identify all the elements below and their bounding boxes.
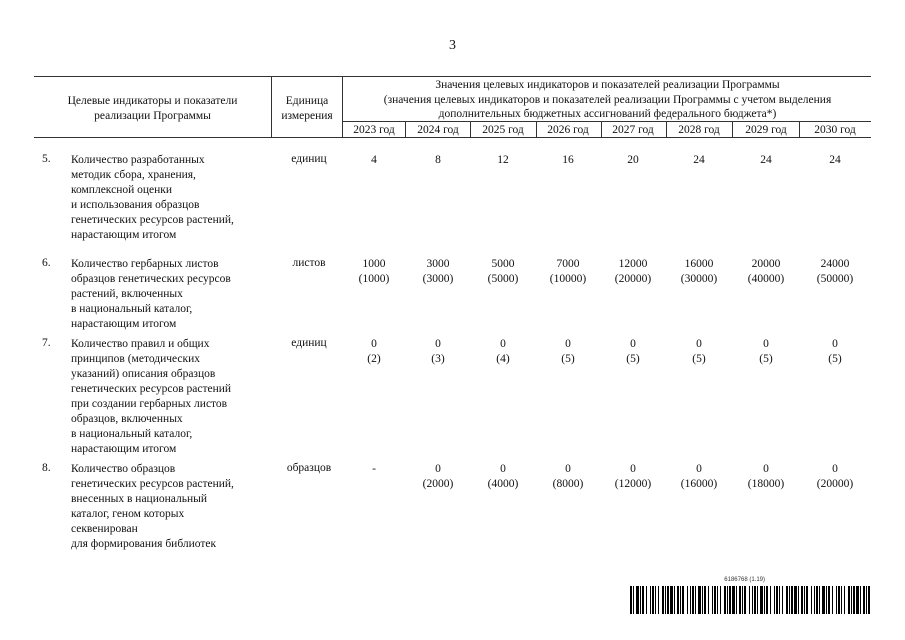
row-name-line: образцов, включенных [71,413,183,425]
year-header: 2029 год [745,124,787,136]
additional-value: (5) [626,353,640,365]
header-bottom-rule [34,137,871,138]
row-unit: листов [292,257,326,269]
row-name-line: секвенирован [71,523,138,535]
additional-value: (40000) [747,273,785,285]
value-cell [600,462,666,492]
row-unit: единиц [291,337,327,349]
row-name-line: генетических ресурсов растений, [71,214,234,226]
target-value: 0 [435,463,441,475]
target-value: - [372,463,376,475]
target-value: 1000 [362,258,386,270]
value-cell [341,337,407,367]
row-name-line: Количество правил и общих [71,338,210,350]
row-name-line: генетических ресурсов растений [71,383,232,395]
additional-value: (2000) [422,478,454,490]
page-number: 3 [449,38,456,53]
additional-value: (1000) [358,273,390,285]
row-unit: единиц [291,153,327,165]
additional-value: (5000) [487,273,519,285]
row-name-line: нарастающим итогом [71,229,177,241]
target-value: 0 [500,463,506,475]
value-cell [470,462,536,492]
additional-value: (4000) [487,478,519,490]
value-cell [470,337,536,367]
additional-value: (2) [367,353,381,365]
row-indicator-name [71,153,271,243]
row-indicator-name [71,462,271,552]
row-number: 5. [42,153,51,165]
value-cell [733,153,799,168]
value-cell [802,257,868,287]
target-value: 0 [696,463,702,475]
row-number: 6. [42,257,51,269]
row-name-line: Количество гербарных листов [71,258,219,270]
value-cell [470,257,536,287]
additional-value: (3) [431,353,445,365]
year-header: 2027 год [612,124,654,136]
year-header: 2024 год [417,124,459,136]
target-value: 0 [832,463,838,475]
value-cell [666,337,732,367]
additional-value: (20000) [614,273,652,285]
additional-value: (5) [828,353,842,365]
row-name-line: внесенных в национальный [71,493,207,505]
value-cell [405,153,471,168]
target-value: 20 [627,154,639,166]
header-values-line3: дополнительных бюджетных ассигнований федерального бюджета*) [438,108,777,120]
header-values-line2: (значения целевых индикаторов и показателей реализации Программы с учетом выделения [383,94,832,106]
row-name-line: комплексной оценки [71,184,173,196]
row-number: 7. [42,337,51,349]
value-cell [802,153,868,168]
additional-value: (8000) [552,478,584,490]
row-name-line: растений, включенных [71,288,183,300]
target-value: 0 [832,338,838,350]
row-name-line: и использования образцов [71,199,200,211]
barcode [630,586,870,614]
target-value: 0 [500,338,506,350]
row-number: 8. [42,462,51,474]
header-indicator: Целевые индикаторы и показатели реализации Программы [67,95,238,122]
value-cell [341,257,407,287]
value-cell [470,153,536,168]
target-value: 0 [763,338,769,350]
additional-value: (4) [496,353,510,365]
row-name-line: для формирования библиотек [71,538,217,550]
additional-value: (3000) [422,273,454,285]
target-value: 12 [497,154,509,166]
additional-value: (18000) [747,478,785,490]
value-cell [341,462,407,477]
year-header: 2023 год [353,124,395,136]
value-cell [600,337,666,367]
value-cell [733,462,799,492]
document-id: 6186768 (1.19) [724,577,765,583]
row-name-line: в национальный каталог, [71,428,193,440]
row-name-line: указаний) описания образцов [71,368,216,380]
target-value: 24 [760,154,772,166]
row-name-line: нарастающим итогом [71,443,177,455]
target-value: 16 [562,154,574,166]
target-value: 4 [371,154,377,166]
additional-value: (16000) [680,478,718,490]
additional-value: (10000) [549,273,587,285]
target-value: 0 [630,338,636,350]
row-name-line: генетических ресурсов растений, [71,478,234,490]
value-cell [802,337,868,367]
target-value: 0 [565,463,571,475]
value-cell [535,153,601,168]
value-cell [666,153,732,168]
value-cell [733,337,799,367]
value-cell [802,462,868,492]
row-indicator-name [71,337,271,457]
row-name-line: методик сбора, хранения, [71,169,196,181]
additional-value: (5) [692,353,706,365]
row-name-line: Количество разработанных [71,154,205,166]
header-unit: Единица измерения [281,95,333,122]
row-name-line: нарастающим итогом [71,318,177,330]
target-value: 3000 [426,258,450,270]
target-value: 24 [693,154,705,166]
target-value: 0 [435,338,441,350]
target-value: 24000 [820,258,850,270]
additional-value: (50000) [816,273,854,285]
row-name-line: в национальный каталог, [71,303,193,315]
target-value: 16000 [684,258,714,270]
row-name-line: каталог, геном которых [71,508,185,520]
target-value: 12000 [618,258,648,270]
target-value: 0 [696,338,702,350]
additional-value: (20000) [816,478,854,490]
additional-value: (30000) [680,273,718,285]
value-cell [535,257,601,287]
additional-value: (12000) [614,478,652,490]
target-value: 0 [371,338,377,350]
value-cell [666,462,732,492]
target-value: 24 [829,154,841,166]
year-header: 2025 год [482,124,524,136]
additional-value: (5) [759,353,773,365]
row-name-line: принципов (методических [71,353,201,365]
row-unit: образцов [286,462,332,474]
year-header: 2030 год [814,124,856,136]
year-divider [799,121,800,137]
header-values-line1: Значения целевых индикаторов и показателей реализации Программы [435,79,780,91]
value-cell [535,337,601,367]
value-cell [405,337,471,367]
target-value: 20000 [751,258,781,270]
value-cell [733,257,799,287]
value-cell [405,462,471,492]
row-name-line: при создании гербарных листов [71,398,228,410]
year-header: 2026 год [547,124,589,136]
table-top-rule [34,76,871,77]
target-value: 0 [630,463,636,475]
value-cell [666,257,732,287]
value-cell [535,462,601,492]
target-value: 8 [435,154,441,166]
value-cell [600,257,666,287]
additional-value: (5) [561,353,575,365]
header-divider-unit [271,76,272,137]
year-header: 2028 год [678,124,720,136]
row-indicator-name [71,257,271,332]
value-cell [600,153,666,168]
value-cell [405,257,471,287]
target-value: 0 [565,338,571,350]
target-value: 0 [763,463,769,475]
value-cell [341,153,407,168]
row-name-line: Количество образцов [71,463,176,475]
target-value: 5000 [491,258,515,270]
target-value: 7000 [556,258,580,270]
row-name-line: образцов генетических ресурсов [71,273,231,285]
